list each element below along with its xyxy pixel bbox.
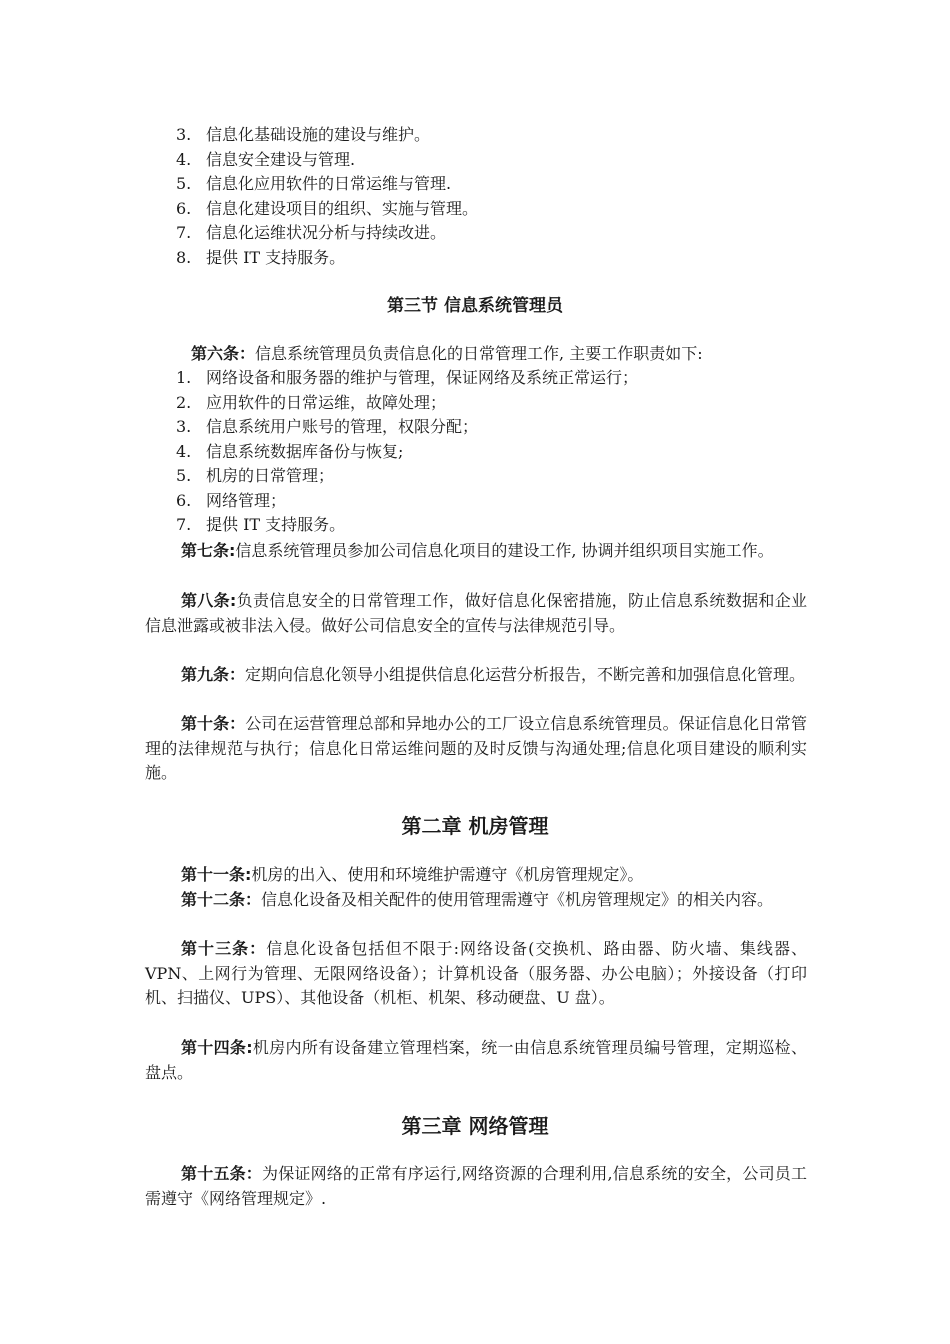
article-9: 第九条：定期向信息化领导小组提供信息化运营分析报告，不断完善和加强信息化管理。	[181, 665, 806, 684]
list-item: 3. 信息化基础设施的建设与维护。	[176, 125, 431, 144]
chapter-title: 第三章 网络管理	[401, 1114, 549, 1138]
article-11: 第十一条:机房的出入、使用和环境维护需遵守《机房管理规定》。	[181, 865, 644, 884]
list-item: 7. 提供 IT 支持服务。	[176, 515, 346, 534]
article-15: 第十五条：为保证网络的正常有序运行,网络资源的合理利用,信息系统的安全，公司员工需遵守《网络管理规定》.	[145, 1164, 807, 1208]
article-14: 第十四条:机房内所有设备建立管理档案，统一由信息系统管理员编号管理，定期巡检、盘点。	[145, 1038, 807, 1082]
list-item: 5. 信息化应用软件的日常运维与管理.	[176, 174, 452, 193]
duty-list-continued	[176, 123, 478, 270]
article-8: 第八条:负责信息安全的日常管理工作，做好信息化保密措施，防止信息系统数据和企业信息泄露或被非法入侵。做好公司信息安全的宣传与法律规范引导。	[145, 591, 807, 635]
list-item: 6. 信息化建设项目的组织、实施与管理。	[176, 198, 479, 218]
article-7: 第七条:信息系统管理员参加公司信息化项目的建设工作, 协调并组织项目实施工作。	[181, 541, 774, 560]
list-item: 4. 信息系统数据库备份与恢复;	[176, 441, 404, 461]
list-item: 6. 网络管理；	[176, 490, 287, 510]
list-item: 1. 网络设备和服务器的维护与管理，保证网络及系统正常运行；	[176, 368, 639, 387]
list-item: 4. 信息安全建设与管理.	[176, 149, 356, 169]
article-10: 第十条：公司在运营管理总部和异地办公的工厂设立信息系统管理员。保证信息化日常管理的法律规范与执行；信息化日常运维问题的及时反馈与沟通处理;信息化项目建设的顺利实施。	[145, 714, 807, 783]
article-6: 第六条：信息系统管理员负责信息化的日常管理工作, 主要工作职责如下:	[191, 344, 703, 363]
chapter-title: 第二章 机房管理	[401, 814, 549, 838]
admin-duty-list	[176, 366, 638, 538]
list-item: 2. 应用软件的日常运维，故障处理；	[176, 392, 447, 412]
list-item: 3. 信息系统用户账号的管理，权限分配；	[176, 417, 479, 436]
list-item: 8. 提供 IT 支持服务。	[176, 247, 346, 267]
list-item: 5. 机房的日常管理；	[176, 466, 335, 485]
list-item: 7. 信息化运维状况分析与持续改进。	[176, 223, 447, 242]
article-13: 第十三条：信息化设备包括但不限于:网络设备(交换机、路由器、防火墙、集线器、VPN、上网行为管理、无限网络设备）；计算机设备（服务器、办公电脑）；外接设备（打印机、扫描仪、UPS）、其他设备（机柜、机架、移动硬盘、U 盘）。	[145, 939, 807, 1008]
article-12: 第十二条：信息化设备及相关配件的使用管理需遵守《机房管理规定》的相关内容。	[181, 890, 774, 909]
section-title: 第三节 信息系统管理员	[387, 296, 563, 316]
